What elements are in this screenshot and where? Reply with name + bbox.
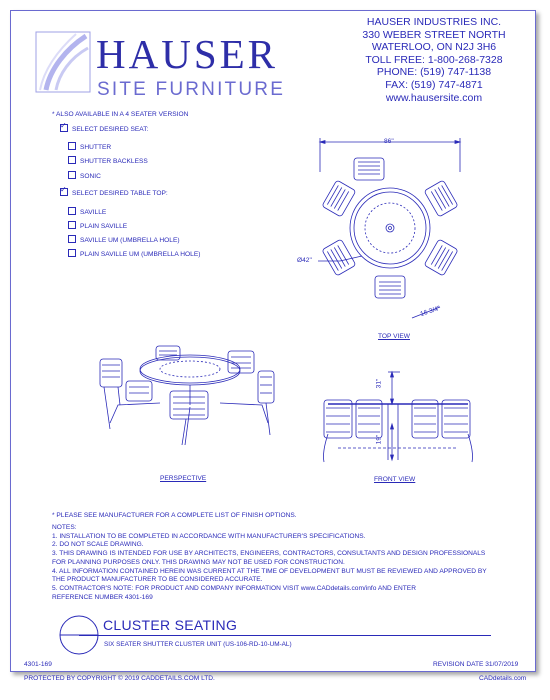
top-option-checkbox[interactable] bbox=[68, 249, 76, 257]
top-view-seat-dim: 16 3/4" bbox=[419, 304, 442, 319]
company-info bbox=[346, 16, 522, 104]
seat-top-1 bbox=[354, 158, 384, 180]
perspective-seat-4 bbox=[258, 371, 274, 435]
top-option-label: PLAIN SAVILLE bbox=[80, 222, 128, 230]
revision-date: REVISION DATE 31/07/2019 bbox=[433, 661, 519, 668]
top-option-checkbox[interactable] bbox=[68, 235, 76, 243]
note-item: 1. INSTALLATION TO BE COMPLETED IN ACCORDANCE WITH MANUFACTURER'S SPECIFICATIONS. bbox=[52, 532, 366, 540]
notes-section bbox=[52, 524, 512, 602]
company-fax: FAX: (519) 747-4871 bbox=[385, 78, 483, 91]
top-view-drawing bbox=[297, 136, 480, 331]
top-option-label: PLAIN SAVILLE UM (UMBRELLA HOLE) bbox=[80, 250, 201, 258]
seat-option-checkbox[interactable] bbox=[68, 156, 76, 164]
note-item: REFERENCE NUMBER 4301-169 bbox=[52, 593, 153, 601]
top-option-checkbox[interactable] bbox=[68, 221, 76, 229]
top-option-row[interactable] bbox=[68, 208, 106, 216]
finish-note: * PLEASE SEE MANUFACTURER FOR A COMPLETE LIST OF FINISH OPTIONS. bbox=[52, 512, 297, 519]
top-view-caption: TOP VIEW bbox=[378, 333, 410, 340]
perspective-svg bbox=[90, 345, 290, 450]
top-view-width-dim: 86" bbox=[384, 138, 394, 145]
seat-option-label: SHUTTER bbox=[80, 143, 112, 151]
hauser-logo bbox=[26, 24, 310, 102]
top-option-label: SAVILLE bbox=[80, 208, 107, 216]
title-circle-svg bbox=[59, 615, 105, 661]
seat-heading-label: SELECT DESIRED SEAT: bbox=[72, 125, 149, 133]
note-item: 3. THIS DRAWING IS INTENDED FOR USE BY ARCHITECTS, ENGINEERS, CONTRACTORS, CONSULTANTS AND DESIGN PROFESSIONALS bbox=[52, 550, 486, 558]
perspective-drawing bbox=[90, 345, 290, 455]
logo-sub-text: SITE FURNITURE bbox=[97, 79, 286, 100]
top-option-row[interactable] bbox=[68, 236, 180, 244]
reference-number: 4301-169 bbox=[24, 661, 52, 668]
front-view-svg bbox=[318, 372, 488, 467]
perspective-seat-1 bbox=[100, 359, 122, 429]
seat-top-2 bbox=[424, 180, 458, 217]
company-address-2: WATERLOO, ON N2J 3H6 bbox=[371, 41, 497, 54]
company-name: HAUSER INDUSTRIES INC. bbox=[366, 16, 502, 28]
top-heading-row[interactable] bbox=[60, 189, 168, 197]
front-view-drawing bbox=[318, 372, 488, 472]
note-item: 2. DO NOT SCALE DRAWING. bbox=[52, 541, 144, 549]
top-heading-label: SELECT DESIRED TABLE TOP: bbox=[72, 189, 168, 197]
top-option-row[interactable] bbox=[68, 222, 127, 230]
company-website[interactable]: www.hausersite.com bbox=[385, 91, 483, 104]
company-toll-free: TOLL FREE: 1-800-268-7328 bbox=[365, 53, 503, 66]
seat-top-5 bbox=[322, 239, 356, 276]
logo-main-text: HAUSER bbox=[96, 31, 279, 77]
perspective-seat-5 bbox=[170, 391, 208, 445]
title-block-circle bbox=[59, 615, 105, 666]
seat-top-4 bbox=[375, 276, 405, 298]
front-seat-center-left bbox=[356, 400, 382, 438]
seat-heading-checkbox[interactable] bbox=[60, 124, 68, 132]
top-view-svg bbox=[300, 136, 480, 326]
note-item: THE PRODUCT MANUFACTURER TO BE CONSIDERED ACCURATE. bbox=[52, 576, 263, 584]
caddetails-site[interactable]: CADdetails.com bbox=[479, 675, 527, 682]
seat-option-checkbox[interactable] bbox=[68, 142, 76, 150]
four-seater-note: * ALSO AVAILABLE IN A 4 SEATER VERSION bbox=[52, 111, 189, 118]
top-view-diameter-dim: Ø42" bbox=[297, 257, 312, 264]
perspective-caption: PERSPECTIVE bbox=[160, 475, 207, 482]
title-underline bbox=[79, 635, 491, 636]
seat-option-label: SONIC bbox=[80, 172, 101, 180]
front-seat-right bbox=[442, 400, 470, 438]
perspective-seat-3 bbox=[228, 351, 254, 373]
front-seat-center-right bbox=[412, 400, 438, 438]
seat-option-row[interactable] bbox=[68, 172, 101, 180]
seat-option-row[interactable] bbox=[68, 157, 148, 165]
front-view-height-dim: 31" bbox=[375, 378, 383, 389]
front-seat-left bbox=[324, 400, 352, 438]
copyright-text: PROTECTED BY COPYRIGHT © 2019 CADDETAILS.COM LTD. bbox=[24, 675, 215, 682]
top-heading-checkbox[interactable] bbox=[60, 188, 68, 196]
drawing-subtitle: SIX SEATER SHUTTER CLUSTER UNIT (US-106-RD-10-UM-AL) bbox=[104, 641, 292, 648]
seat-top-3 bbox=[424, 239, 458, 276]
front-view-caption: FRONT VIEW bbox=[374, 476, 416, 483]
drawing-title: CLUSTER SEATING bbox=[103, 617, 238, 633]
notes-heading: NOTES: bbox=[52, 524, 77, 531]
company-phone: PHONE: (519) 747-1138 bbox=[376, 66, 492, 79]
company-address-1: 330 WEBER STREET NORTH bbox=[362, 28, 506, 41]
seat-option-label: SHUTTER BACKLESS bbox=[80, 157, 148, 165]
top-option-checkbox[interactable] bbox=[68, 207, 76, 215]
note-item: 4. ALL INFORMATION CONTAINED HEREIN WAS CURRENT AT THE TIME OF DEVELOPMENT BUT MUST BE REVIEWED AND APPROVED BY bbox=[52, 567, 487, 575]
top-option-label: SAVILLE UM (UMBRELLA HOLE) bbox=[80, 236, 180, 244]
note-item: 5. CONTRACTOR'S NOTE: FOR PRODUCT AND COMPANY INFORMATION VISIT www.CADdetails.com/info AND ENTER bbox=[52, 584, 416, 592]
seat-option-checkbox[interactable] bbox=[68, 171, 76, 179]
front-view-seat-height-dim: 19" bbox=[375, 434, 383, 445]
seat-heading-row[interactable] bbox=[60, 125, 148, 133]
seat-top-6 bbox=[322, 180, 356, 217]
seat-option-row[interactable] bbox=[68, 143, 111, 151]
note-item: FOR PLANNING PURPOSES ONLY. THIS DRAWING MAY NOT BE USED FOR CONSTRUCTION. bbox=[52, 558, 345, 566]
top-option-row[interactable] bbox=[68, 250, 200, 258]
perspective-seat-6 bbox=[126, 381, 152, 401]
logo-graphic bbox=[26, 24, 310, 102]
